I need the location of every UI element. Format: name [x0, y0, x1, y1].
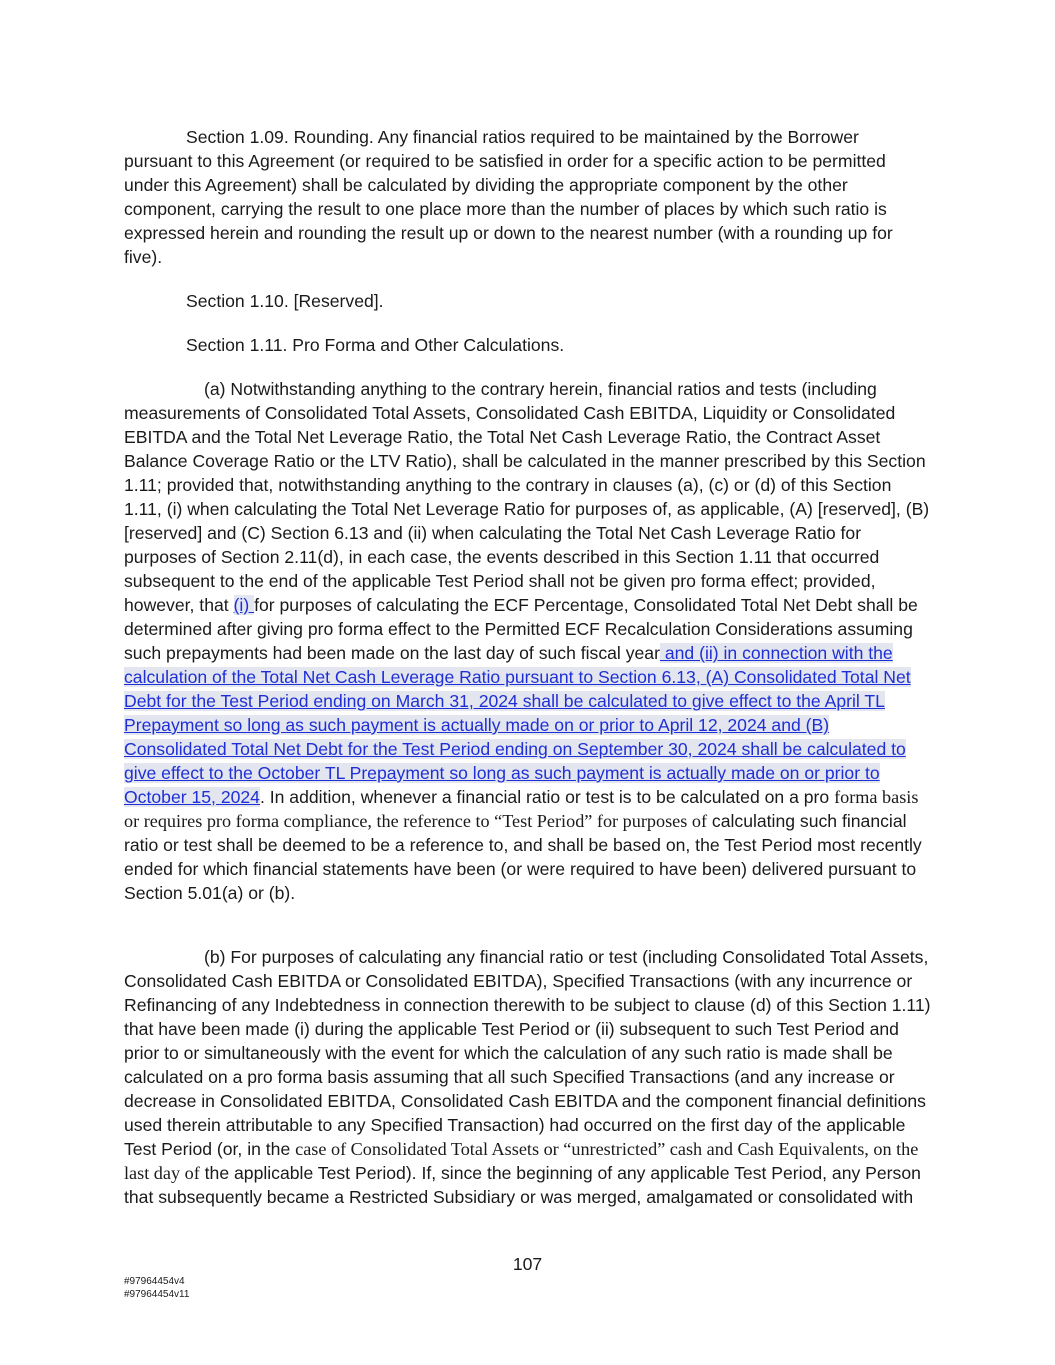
paragraph-a-text-4: calculating such financial ratio or test shall be deemed to be a reference to, and shall be based on, the Test Period most recently ended for which financial statements have been (or were required to have been) delivered pursuant to Section 5.01(a) or (b). [124, 811, 922, 903]
section-1-10-heading: Section 1.10. [Reserved]. [186, 291, 384, 311]
paragraph-a-serif-text: forma basis or requires pro forma compliance, the reference to “Test Period” for purposes of [124, 787, 919, 831]
paragraph-b [124, 945, 932, 1209]
paragraph-b-text-1: (b) For purposes of calculating any financial ratio or test (including Consolidated Total Assets, Consolidated Cash EBITDA or Consolidated EBITDA), Specified Transactions (with any incurrence or Refinancing of any Indebtedness in connection therewith to be subject to clause (d) of this Section 1.11) that have been made (i) during the applicable Test Period or (ii) subsequent to such Test Period and prior to or simultaneously with the event for which the calculation of any such ratio is made shall be calculated on a pro forma basis assuming that all such Specified Transactions (and any increase or decrease in Consolidated EBITDA, Consolidated Cash EBITDA and the component financial definitions used therein attributable to any Specified Transaction) had occurred on the first day of the applicable Test Period (or, in the [124, 947, 931, 1159]
inserted-text-i: (i) [233, 595, 255, 615]
inserted-text-ii: and (ii) in connection with the calculation of the Total Net Cash Leverage Ratio pursuant to Section 6.13, (A) Consolidated Total Net Debt for the Test Period ending on March 31, 2024 shall be calculated to give effect to the April TL Prepayment so long as such payment is actually made on or prior to April 12, 2024 and (B) Consolidated Total Net Debt for the Test Period ending on September 30, 2024 shall be calculated to give effect to the October TL Prepayment so long as such payment is actually made on or prior to October 15, 2024 [124, 643, 911, 807]
paragraph-a-text-3: . In addition, whenever a financial ratio or test is to be calculated on a pro [259, 787, 835, 807]
document-id-v11: #97964454v11 [124, 1289, 190, 1300]
paragraph-a-text-1: (a) Notwithstanding anything to the contrary herein, financial ratios and tests (including measurements of Consolidated Total Assets, Consolidated Cash EBITDA, Liquidity or Consolidated EBITDA and the Total Net Leverage Ratio, the Total Net Cash Leverage Ratio, the Contract Asset Balance Coverage Ratio or the LTV Ratio), shall be calculated in the manner prescribed by this Section 1.11; provided that, notwithstanding anything to the contrary in clauses (a), (c) or (d) of this Section 1.11, (i) when calculating the Total Net Leverage Ratio for purposes of, as applicable, (A) [reserved], (B) [reserved] and (C) Section 6.13 and (ii) when calculating the Total Net Cash Leverage Ratio for purposes of Section 2.11(d), in each case, the events described in this Section 1.11 that occurred subsequent to the end of the applicable Test Period shall not be given pro forma effect; provided, however, that [124, 379, 930, 615]
page-number: 107 [512, 1254, 543, 1274]
document-id-v4: #97964454v4 [124, 1276, 185, 1287]
section-1-11-heading: Section 1.11. Pro Forma and Other Calculations. [186, 335, 565, 355]
paragraph-b-text-3: the applicable Test Period). If, since the beginning of any applicable Test Period, any Person that subsequently became a Restricted Subsidiary or was merged, amalgamated or consolidated with [124, 1163, 921, 1207]
paragraph-b-serif-text: case of Consolidated Total Assets or “unrestricted” cash and Cash Equivalents, on the last day of [124, 1139, 919, 1183]
section-1-09-paragraph: Section 1.09. Rounding. Any financial ratios required to be maintained by the Borrower pursuant to this Agreement (or required to be satisfied in order for a specific action to be permitted under this Agreement) shall be calculated by dividing the appropriate component by the other component, carrying the result to one place more than the number of places by which such ratio is expressed herein and rounding the result up or down to the nearest number (with a rounding up for five). [124, 127, 893, 267]
paragraph-a-text-2: for purposes of calculating the ECF Percentage, Consolidated Total Net Debt shall be determined after giving pro forma effect to the Permitted ECF Recalculation Considerations assuming such prepayments had been made on the last day of such fiscal year [124, 595, 918, 663]
paragraph-a [124, 377, 932, 905]
